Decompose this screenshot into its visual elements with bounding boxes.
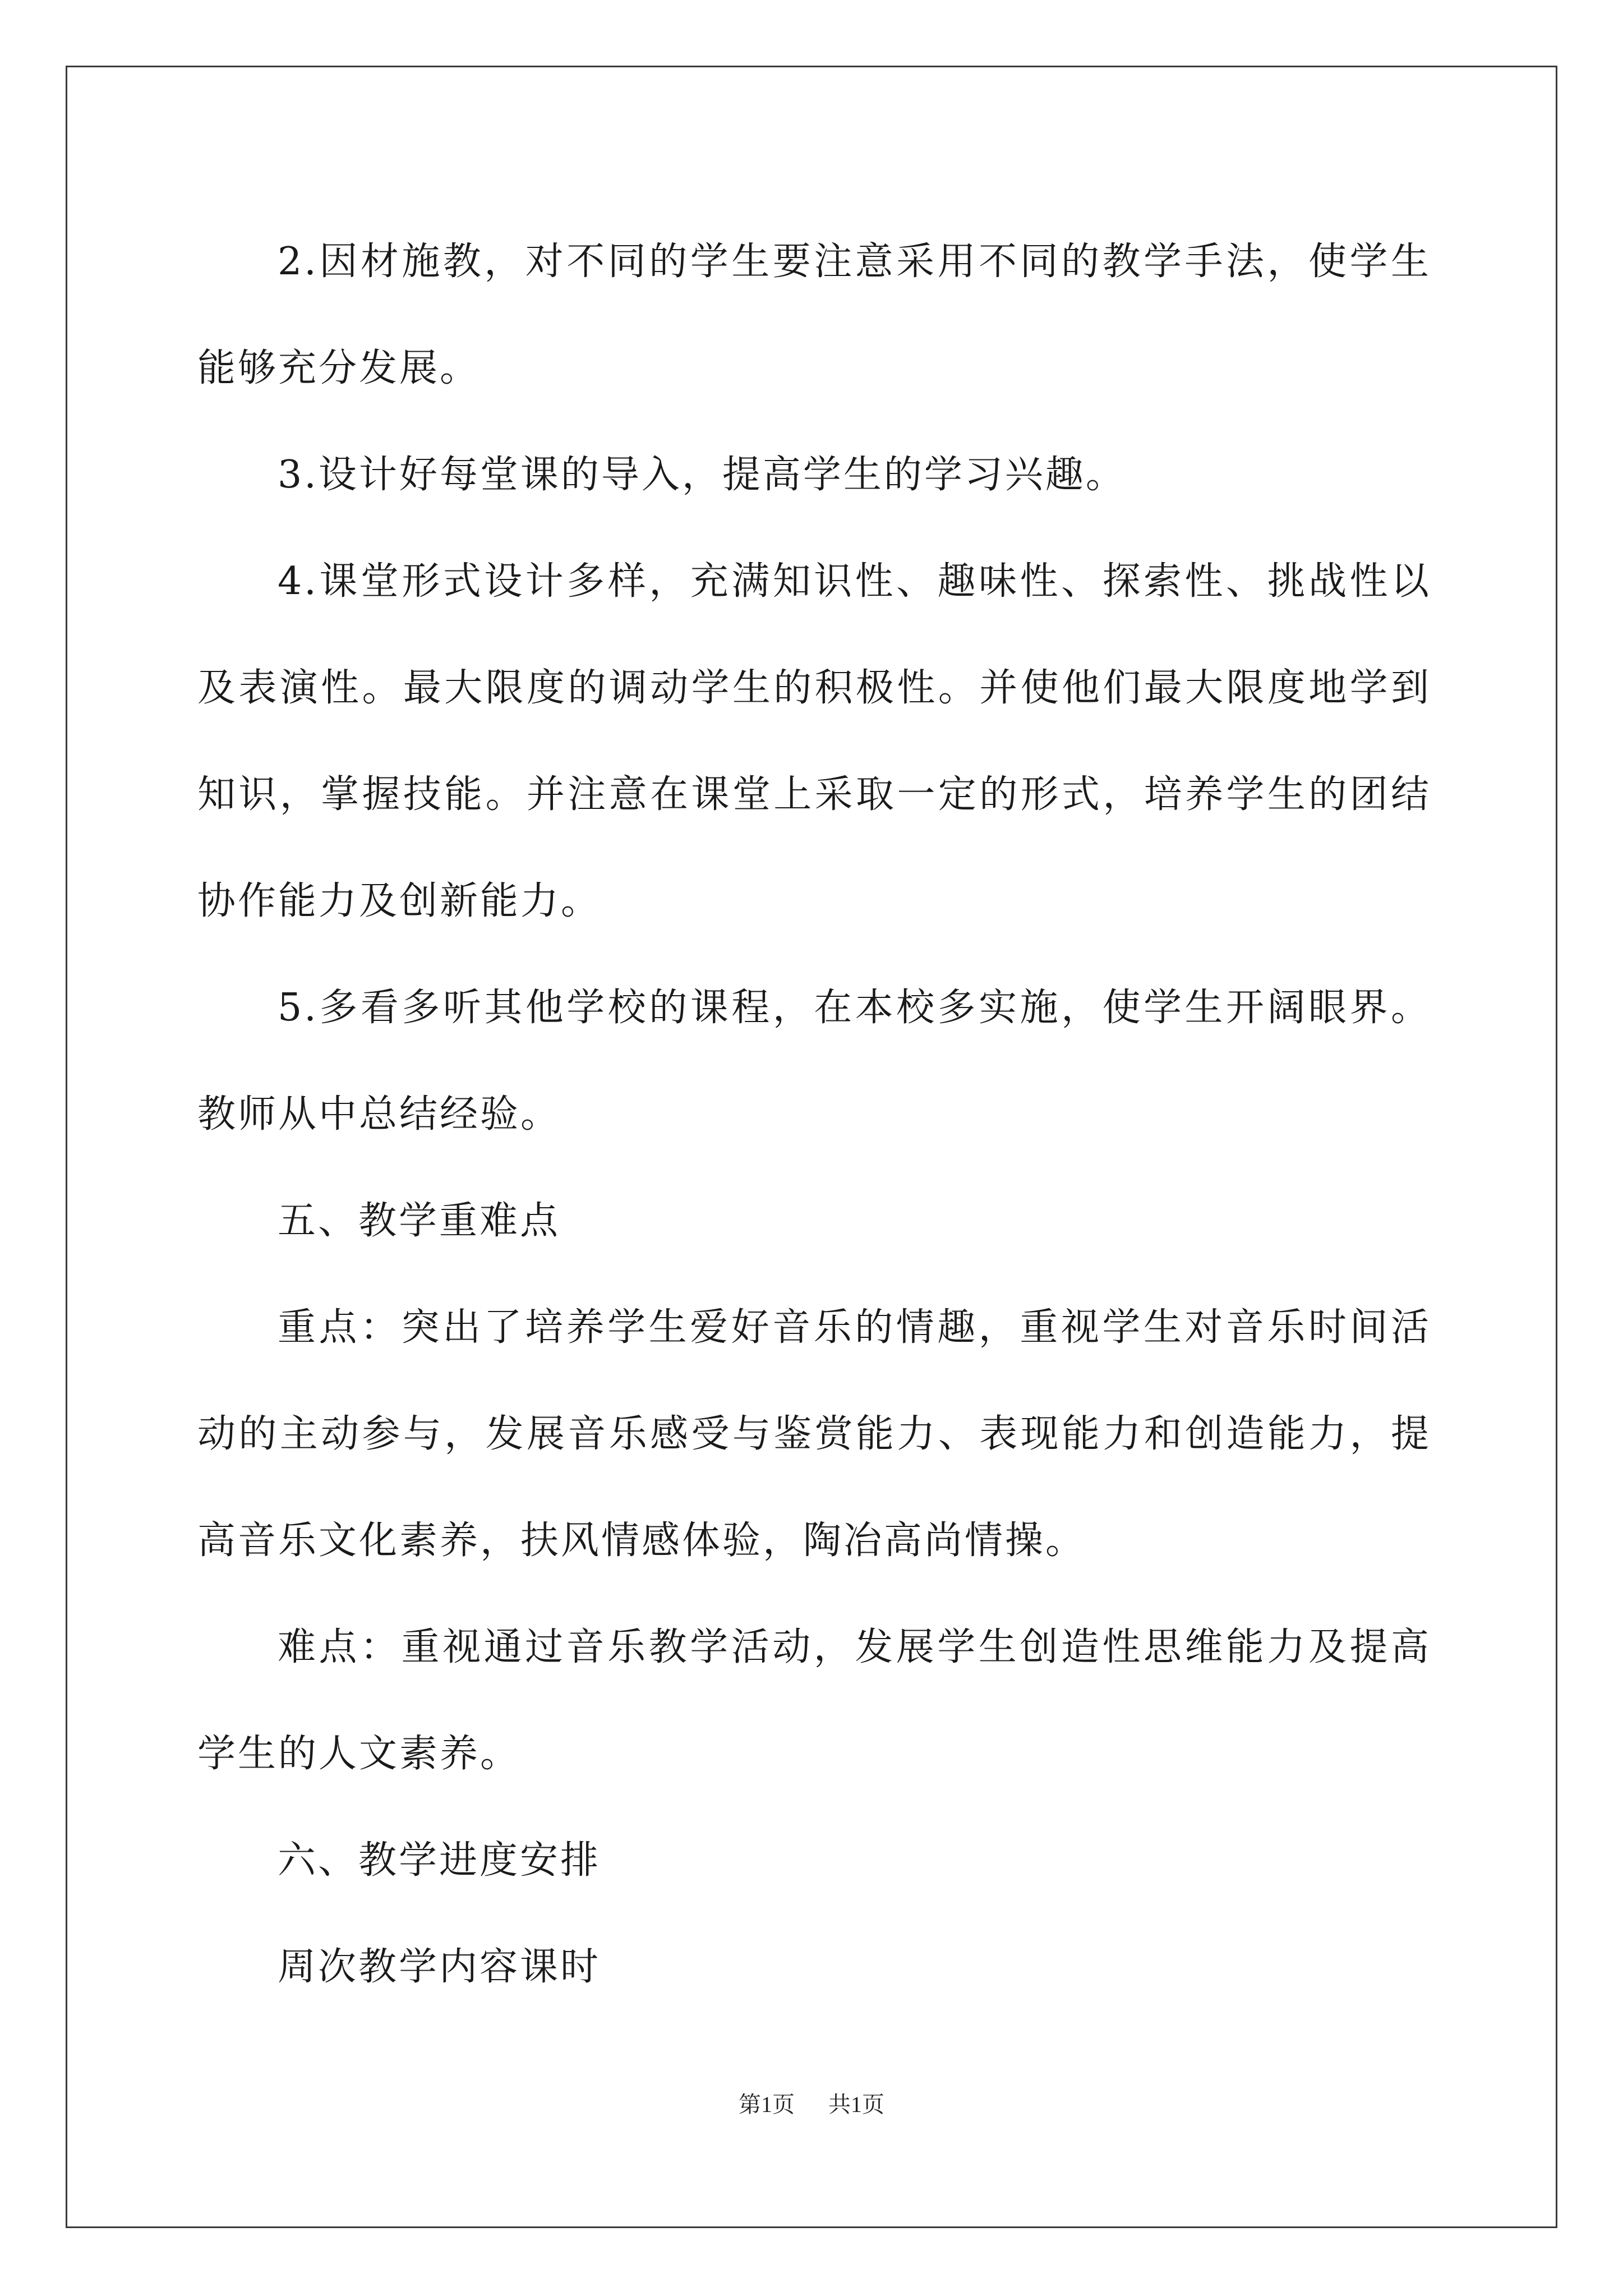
paragraph: 2.因材施教，对不同的学生要注意采用不同的教学手法，使学生能够充分发展。 [197,240,1431,390]
paragraph: 5.多看多听其他学校的课程，在本校多实施，使学生开阔眼界。教师从中总结经验。 [197,986,1431,1137]
paragraph: 3.设计好每堂课的导入，提高学生的学习兴趣。 [278,453,1126,497]
page-footer [0,2087,1623,2119]
page-number: 第1页 [739,2092,795,2117]
page-total: 共1页 [828,2092,884,2117]
section-heading: 五、教学重难点 [278,1199,561,1243]
paragraph: 周次教学内容课时 [278,1945,601,1989]
paragraph: 难点：重视通过音乐教学活动，发展学生创造性思维能力及提高学生的人文素养。 [197,1625,1431,1776]
paragraph: 重点：突出了培养学生爱好音乐的情趣，重视学生对音乐时间活动的主动参与，发展音乐感受与鉴赏能力、表现能力和创造能力，提高音乐文化素养，扶风情感体验，陶冶高尚情操。 [197,1305,1431,1563]
section-heading: 六、教学进度安排 [278,1838,601,1883]
document-body [197,209,1431,2021]
paragraph: 4.课堂形式设计多样，充满知识性、趣味性、探索性、挑战性以及表演性。最大限度的调动学生的积极性。并使他们最大限度地学到知识，掌握技能。并注意在课堂上采取一定的形式，培养学生的团结协作能力及创新能力。 [197,559,1431,923]
